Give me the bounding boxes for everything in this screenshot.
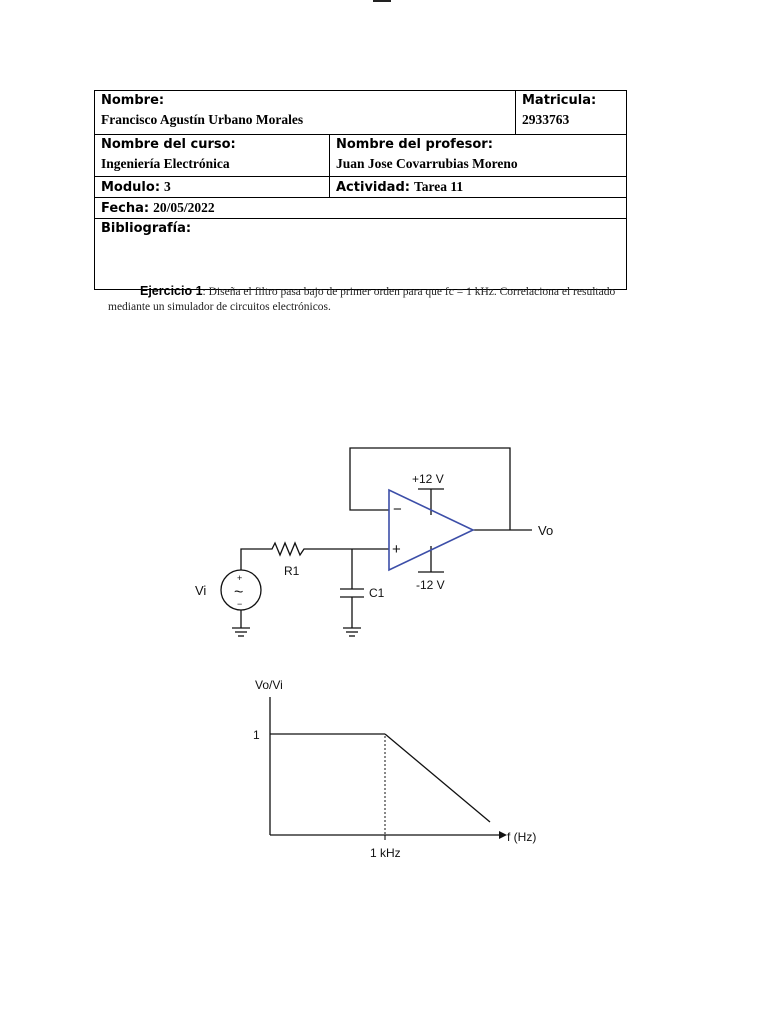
vneg-label: -12 V bbox=[416, 578, 445, 592]
matricula-label: Matricula: bbox=[522, 93, 597, 108]
ytick-one: 1 bbox=[253, 728, 260, 742]
fecha-label: Fecha: bbox=[101, 201, 150, 216]
c1-ground-icon bbox=[343, 628, 361, 636]
modulo-value: 3 bbox=[164, 179, 171, 194]
source-plus-sign: + bbox=[237, 573, 243, 583]
opamp-plus-sign: + bbox=[392, 541, 401, 558]
modulo-label: Modulo: bbox=[101, 180, 161, 195]
exercise-text: : Diseña el filtro pasa bajo de primer orden para que fc = 1 kHz. Correlaciona el resultado mediante un simulador de circuitos electrónicos. bbox=[108, 286, 616, 313]
source-ground-icon bbox=[232, 628, 250, 636]
source-sine-icon: ~ bbox=[234, 584, 244, 601]
source-minus-sign: − bbox=[237, 599, 243, 609]
low-pass-filter-circuit bbox=[221, 448, 532, 636]
x-axis-arrow bbox=[499, 831, 507, 839]
exercise-title: Ejercicio 1 bbox=[140, 284, 203, 298]
frequency-response-plot bbox=[270, 697, 507, 840]
input-wire bbox=[241, 549, 268, 570]
ylabel-vo-vi: Vo/Vi bbox=[255, 678, 283, 692]
profesor-value: Juan Jose Covarrubias Moreno bbox=[336, 156, 518, 171]
r1-label: R1 bbox=[284, 564, 300, 578]
opamp-minus-sign: − bbox=[393, 501, 402, 518]
bibliografia-label: Bibliografía: bbox=[101, 221, 192, 236]
xtick-1khz: 1 kHz bbox=[370, 846, 401, 860]
vpos-label: +12 V bbox=[412, 472, 444, 486]
actividad-value: Tarea 11 bbox=[413, 179, 464, 194]
r1-resistor bbox=[268, 543, 310, 555]
vi-label: Vi bbox=[195, 583, 207, 598]
curso-label: Nombre del curso: bbox=[101, 137, 236, 152]
curso-value: Ingeniería Electrónica bbox=[101, 156, 230, 171]
c1-label: C1 bbox=[369, 586, 385, 600]
matricula-value: 2933763 bbox=[522, 112, 570, 127]
fecha-value: 20/05/2022 bbox=[153, 200, 215, 215]
vo-label: Vo bbox=[538, 523, 554, 538]
nombre-value: Francisco Agustín Urbano Morales bbox=[101, 112, 304, 127]
nombre-label: Nombre: bbox=[101, 93, 165, 108]
actividad-label: Actividad: bbox=[336, 180, 410, 195]
rolloff-line bbox=[385, 734, 490, 822]
profesor-label: Nombre del profesor: bbox=[336, 137, 493, 152]
xlabel-frequency: f (Hz) bbox=[507, 830, 537, 844]
